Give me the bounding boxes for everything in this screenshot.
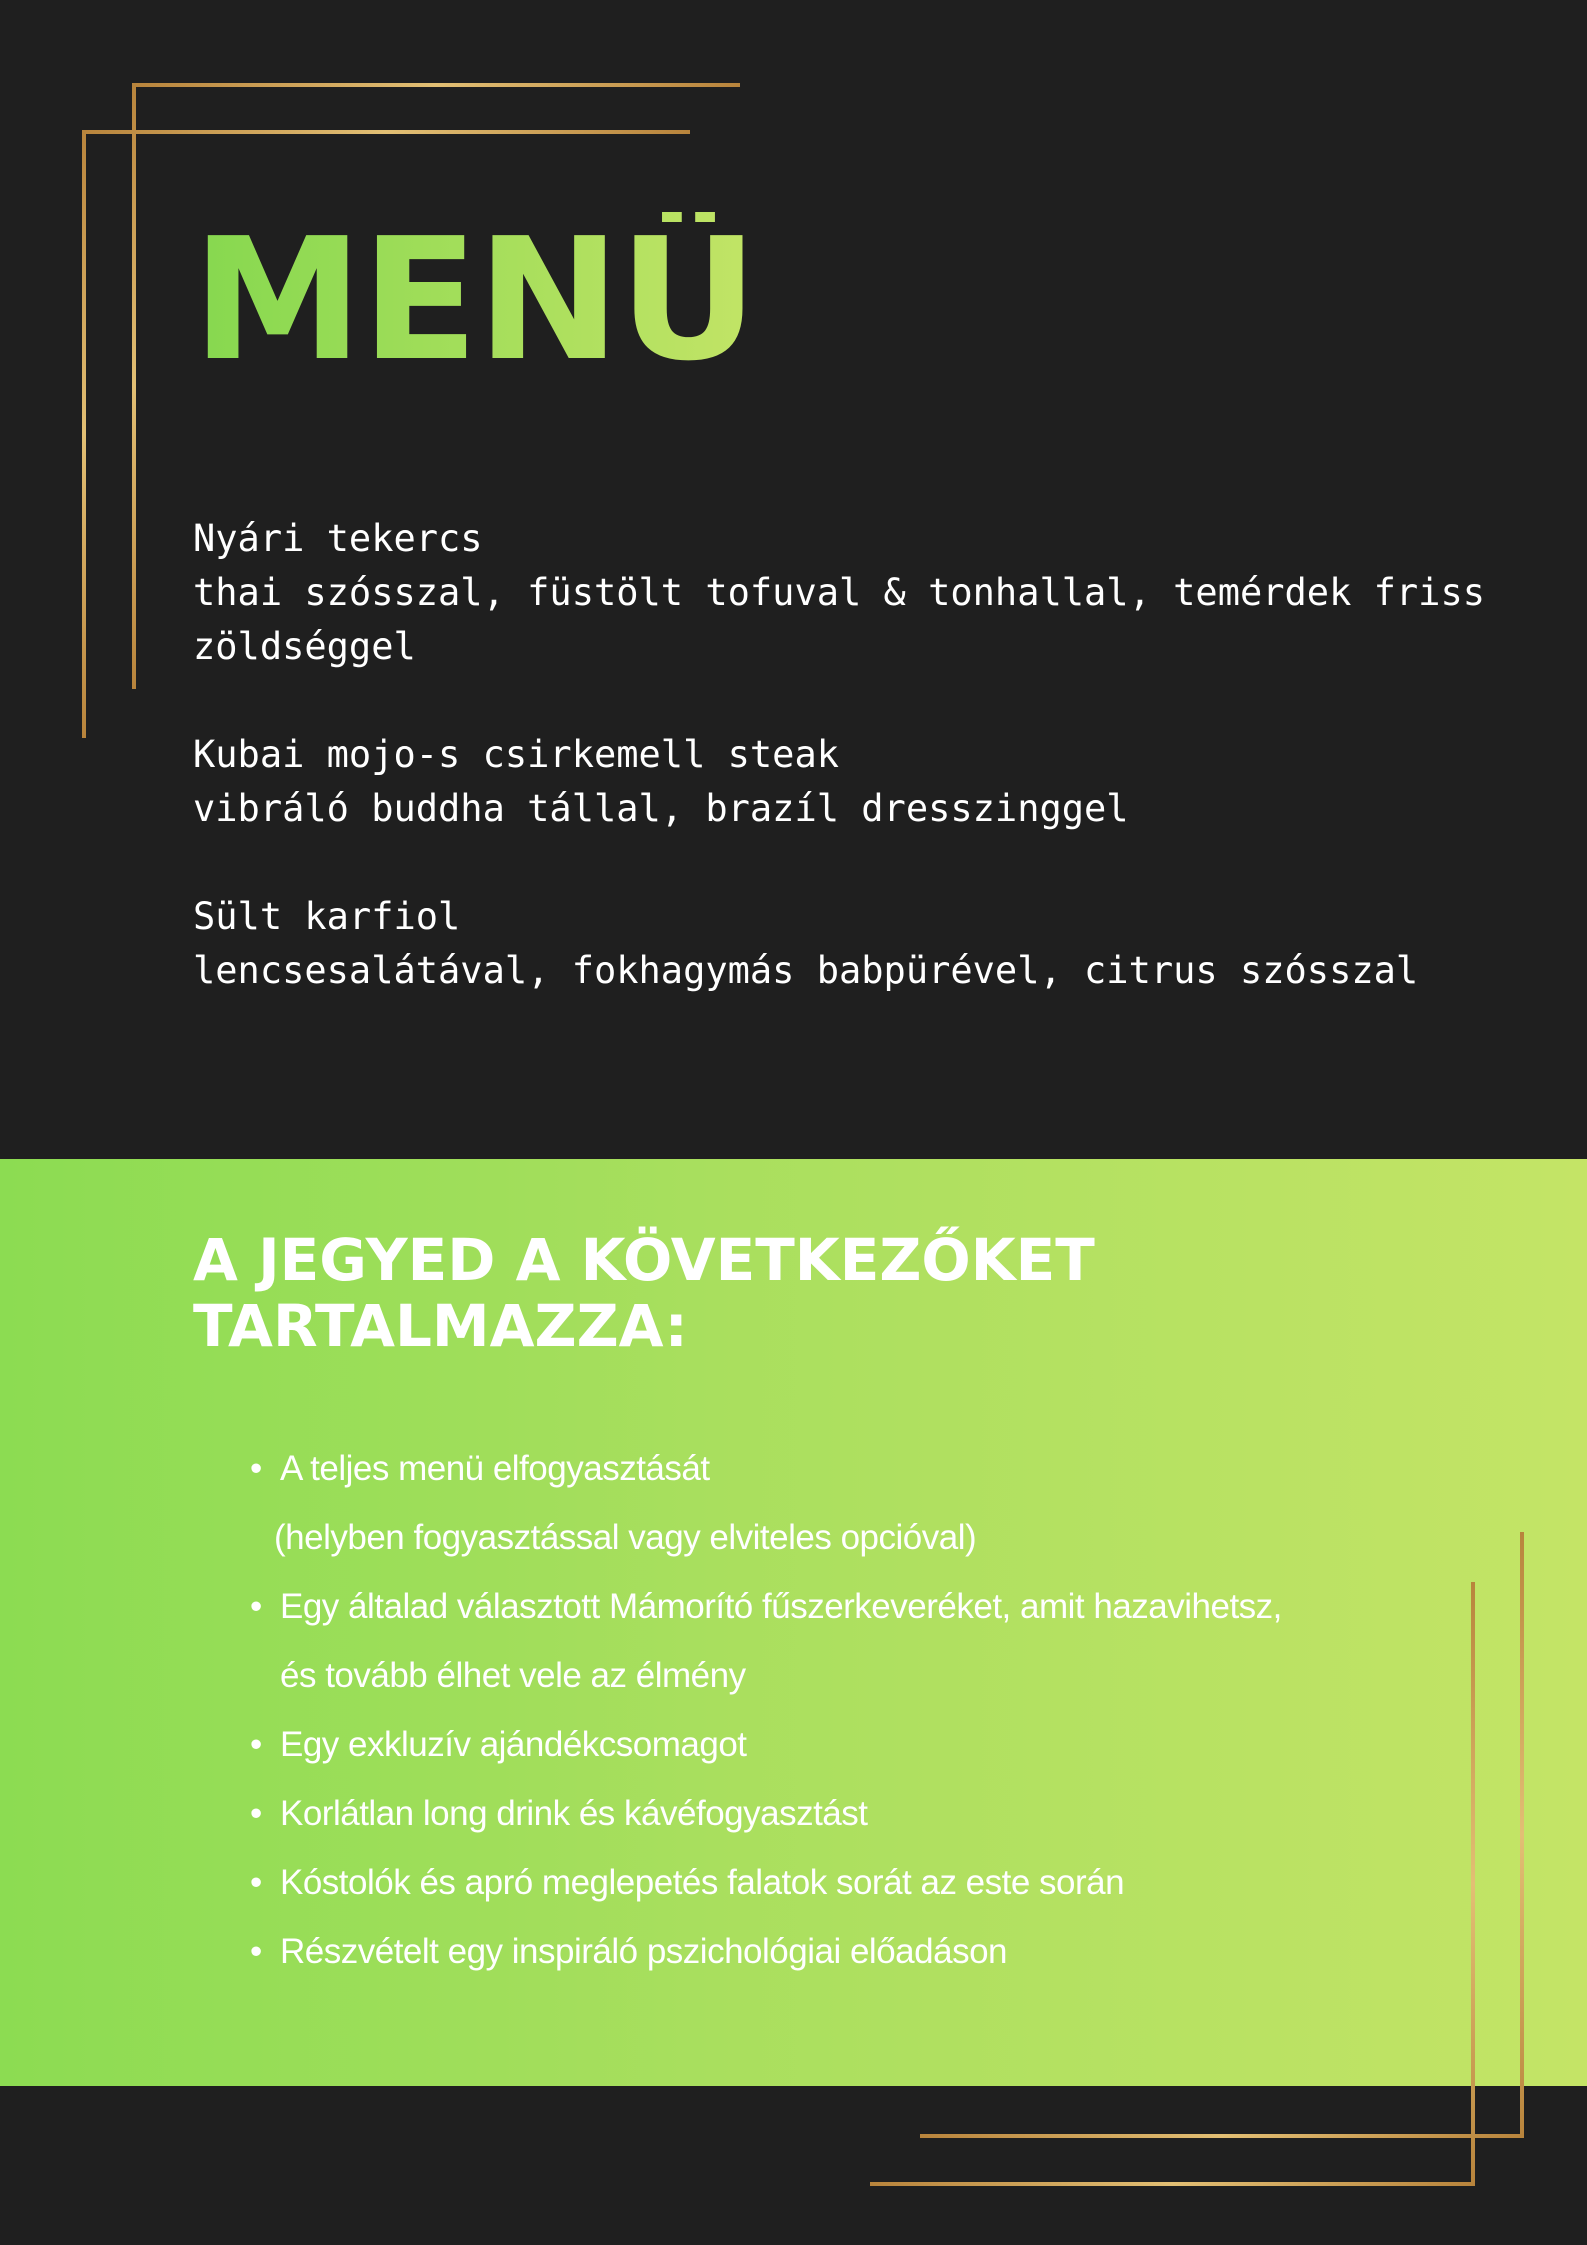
benefit-text: Egy általad választott Mámorító fűszerkeveréket, amit hazavihetsz, bbox=[280, 1587, 1282, 1626]
gold-frame-right-inner bbox=[1471, 1582, 1475, 2186]
dish-description: vibráló buddha tállal, brazíl dresszinggel bbox=[193, 787, 1129, 830]
dish-description: zöldséggel bbox=[193, 625, 416, 668]
benefit-text: Egy exkluzív ajándékcsomagot bbox=[280, 1725, 747, 1764]
benefit-subtext: és tovább élhet vele az élmény bbox=[280, 1656, 746, 1695]
bullet-icon: • bbox=[250, 1794, 262, 1833]
gold-frame-left-inner bbox=[82, 130, 86, 738]
benefit-item bbox=[250, 1572, 1500, 1710]
benefit-text: Kóstolók és apró meglepetés falatok sorát az este során bbox=[280, 1863, 1125, 1902]
bullet-icon: • bbox=[250, 1863, 262, 1902]
ticket-heading bbox=[193, 1227, 1193, 1359]
gold-frame-left-outer bbox=[132, 83, 136, 689]
benefit-subtext: (helyben fogyasztással vagy elviteles opcióval) bbox=[274, 1518, 977, 1557]
dish-item bbox=[193, 890, 1493, 998]
dish-name: Nyári tekercs bbox=[193, 517, 483, 560]
benefit-text: A teljes menü elfogyasztását bbox=[280, 1449, 710, 1488]
dish-item bbox=[193, 512, 1493, 674]
benefit-item bbox=[250, 1710, 1500, 1779]
benefit-item bbox=[250, 1848, 1500, 1917]
ticket-heading-line-1: A JEGYED A KÖVETKEZŐKET bbox=[193, 1226, 1095, 1294]
dish-description: lencsesalátával, fokhagymás babpürével, citrus szósszal bbox=[193, 949, 1419, 992]
bullet-icon: • bbox=[250, 1587, 262, 1626]
gold-frame-top-outer bbox=[132, 83, 740, 87]
bullet-icon: • bbox=[250, 1932, 262, 1971]
dish-name: Kubai mojo-s csirkemell steak bbox=[193, 733, 840, 776]
dish-description: thai szósszal, füstölt tofuval & tonhallal, temérdek friss bbox=[193, 571, 1486, 614]
benefit-text: Korlátlan long drink és kávéfogyasztást bbox=[280, 1794, 868, 1833]
benefit-item bbox=[250, 1917, 1500, 1986]
bullet-icon: • bbox=[250, 1725, 262, 1764]
benefit-text: Részvételt egy inspiráló pszichológiai előadáson bbox=[280, 1932, 1007, 1971]
dish-list bbox=[193, 512, 1493, 1052]
gold-frame-top-inner bbox=[82, 130, 690, 134]
bullet-icon: • bbox=[250, 1449, 262, 1488]
gold-frame-right-outer bbox=[1520, 1532, 1524, 2138]
dish-item bbox=[193, 728, 1493, 836]
benefit-item bbox=[250, 1434, 1500, 1572]
benefit-item bbox=[250, 1779, 1500, 1848]
dish-name: Sült karfiol bbox=[193, 895, 461, 938]
menu-title: MENÜ bbox=[192, 201, 757, 399]
ticket-benefits-list bbox=[250, 1434, 1500, 1986]
gold-frame-bottom-outer bbox=[920, 2134, 1524, 2138]
gold-frame-bottom-inner bbox=[870, 2182, 1475, 2186]
ticket-heading-line-2: TARTALMAZZA: bbox=[193, 1292, 688, 1360]
